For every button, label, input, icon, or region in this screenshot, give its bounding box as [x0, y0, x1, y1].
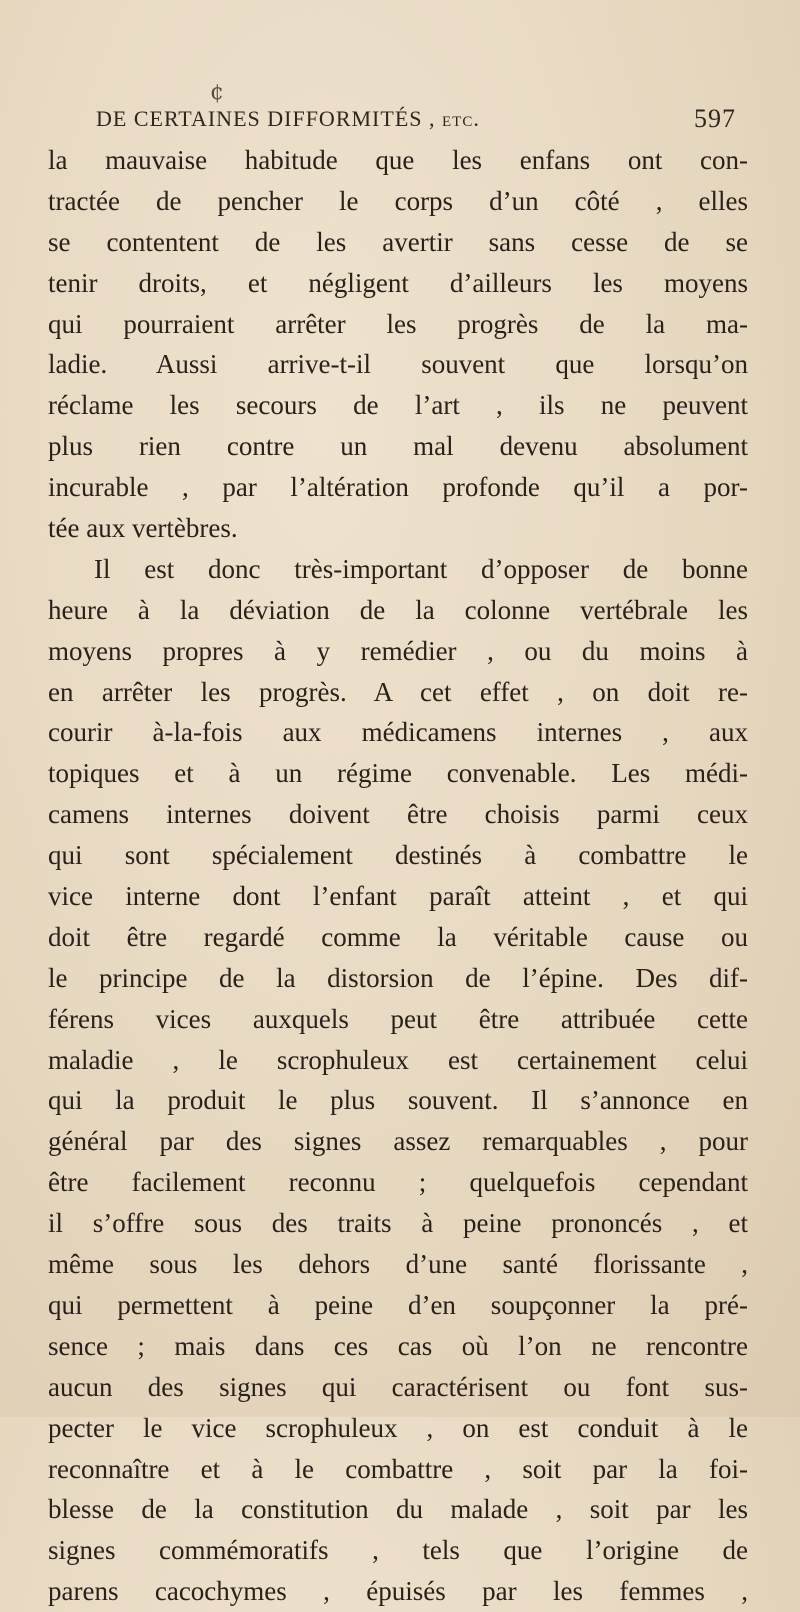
- text-line: pecter le vice scrophuleux , on est conduit à le: [48, 1412, 748, 1443]
- page-mark: ¢: [210, 80, 224, 105]
- text-line: tée aux vertèbres.: [48, 513, 238, 544]
- text-line: sence ; mais dans ces cas où l’on ne rencontre: [48, 1330, 748, 1361]
- text-line: être facilement reconnu ; quelquefois cependant: [48, 1167, 748, 1198]
- text-line: moyens propres à y remédier , ou du moins à: [48, 635, 748, 666]
- text-line: ladie. Aussi arrive-t-il souvent que lorsqu’on: [48, 349, 748, 380]
- text-line: général par des signes assez remarquables , pour: [48, 1126, 748, 1157]
- text-line: férens vices auxquels peut être attribuée cette: [48, 1003, 748, 1034]
- text-line: reconnaître et à le combattre , soit par la foi-: [48, 1453, 748, 1484]
- text-line: topiques et à un régime convenable. Les médi-: [48, 758, 748, 789]
- text-line: camens internes doivent être choisis parmi ceux: [48, 799, 748, 830]
- text-line: tenir droits, et négligent d’ailleurs les moyens: [48, 267, 748, 298]
- text-line: incurable , par l’altération profonde qu’il a por-: [48, 472, 748, 503]
- text-line: qui pourraient arrêter les progrès de la ma-: [48, 308, 748, 339]
- text-line: en arrêter les progrès. A cet effet , on doit re-: [48, 676, 748, 707]
- text-line: courir à-la-fois aux médicamens internes , aux: [48, 717, 748, 748]
- text-line: signes commémoratifs , tels que l’origine de: [48, 1535, 748, 1566]
- text-line: il s’offre sous des traits à peine prononcés , et: [48, 1208, 748, 1239]
- text-line: parens cacochymes , épuisés par les femmes ,: [48, 1576, 748, 1607]
- text-line: tractée de pencher le corps d’un côté , elles: [48, 185, 748, 216]
- text-line: plus rien contre un mal devenu absolument: [48, 431, 748, 462]
- text-line: même sous les dehors d’une santé florissante ,: [48, 1249, 748, 1280]
- text-line: qui la produit le plus souvent. Il s’annonce en: [48, 1085, 748, 1116]
- text-line: qui sont spécialement destinés à combattre le: [48, 840, 748, 871]
- running-title: DE CERTAINES DIFFORMITÉS , etc.: [96, 106, 480, 131]
- text-line: la mauvaise habitude que les enfans ont con-: [48, 145, 748, 175]
- text-line: heure à la déviation de la colonne vertébrale les: [48, 594, 748, 625]
- text-line: le principe de la distorsion de l’épine. Des dif-: [48, 962, 748, 993]
- text-line: qui permettent à peine d’en soupçonner la pré-: [48, 1289, 748, 1320]
- running-header: [96, 100, 736, 140]
- text-line: blesse de la constitution du malade , soit par les: [48, 1494, 748, 1525]
- page-number: 597: [694, 104, 736, 133]
- text-line: réclame les secours de l’art , ils ne peuvent: [48, 390, 748, 421]
- text-line: se contentent de les avertir sans cesse de se: [48, 226, 748, 257]
- text-line: maladie , le scrophuleux est certainement celui: [48, 1044, 748, 1075]
- text-line: Il est donc très-important d’opposer de bonne: [94, 553, 748, 584]
- text-line: doit être regardé comme la véritable cause ou: [48, 921, 748, 952]
- text-line: vice interne dont l’enfant paraît atteint , et qui: [48, 881, 748, 912]
- text-line: aucun des signes qui caractérisent ou font sus-: [48, 1371, 748, 1402]
- text-body: [48, 140, 748, 1612]
